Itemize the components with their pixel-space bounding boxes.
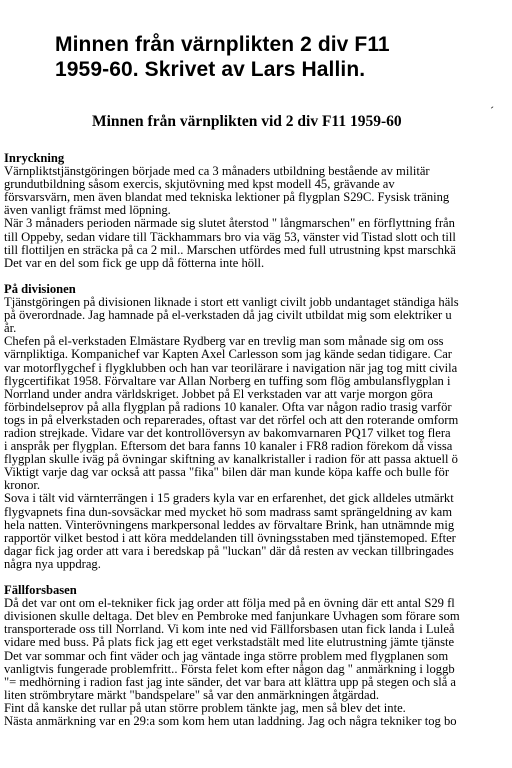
paragraph-line: hela natten. Vinterövningens markpersonal leddes av förvaltare Brink, han utnämnde mig (4, 518, 455, 532)
paragraph-line: till Oppeby, sedan vidare till Täckhammars bro via väg 53, vänster vid Tistad slott och till (4, 230, 456, 244)
paragraph-line: Nästa anmärkning var en 29:a som kom hem utan laddning. Jag och några tekniker tog bo (4, 715, 457, 729)
paragraph-line: försvarsvärn, men även blandat med tekniska lektioner på flygplan S29C. Fysisk träning (4, 191, 450, 205)
paragraph-line: även vanligt främst med löpning. (4, 204, 171, 218)
paragraph-line: radion strejkade. Vidare var det kontrollöversyn av bakomvarnaren PQ17 vilket tog flera (4, 426, 451, 440)
document-body (4, 152, 512, 728)
paragraph-line: Chefen på el-verkstaden Elmästare Rydberg var en trevlig man som månade sig om oss (4, 335, 444, 349)
paragraph-line: Tjänstgöringen på divisionen liknade i stort ett vanligt civilt jobb undantaget ständiga häls (4, 296, 459, 310)
paragraph-line: var motorflygchef i flygklubben och han var teorilärare i navigation när jag tog mitt civila (4, 361, 458, 375)
document-title: Minnen från värnplikten vid 2 div F11 1959-60 (92, 113, 402, 130)
paragraph-line: dagar fick jag order att vara i beredskap på "luckan" där då resten av veckan tillbringades (4, 544, 454, 558)
header-title-line-2: 1959-60. Skrivet av Lars Hallin. (55, 58, 366, 81)
paragraph-line: rapportör vilket bestod i att köra meddelanden till övningsstaben med tjänstemoped. Efter (4, 531, 456, 545)
paragraph-line: Fint då kanske det rullar på utan större problem tänkte jag, men så blev det inte. (4, 701, 406, 715)
paragraph-line: vanligtvis fungerade problemfritt.. Första felet kom efter någon dag " anmärkning i loggb (4, 662, 455, 676)
section-heading: På divisionen (4, 282, 76, 296)
paragraph-line: "= medhörning i radion fast jag inte sänder, det var bara att klättra upp på stegen och slå a (4, 675, 457, 689)
paragraph-line: Sova i tält vid värnterrängen i 15 graders kyla var en erfarenhet, det gick alldeles utmärkt (4, 492, 454, 506)
paragraph-line: grundutbildning såsom exercis, skjutövning med kpst modell 45, grävande av (4, 178, 395, 192)
paragraph-line: flygvapnets fina dun-sovsäckar med mycket hö som madrass samt sprängeldning av kam (4, 505, 453, 519)
paragraph-line: flygcertifikat 1958. Förvaltare var Allan Norberg en tuffing som flög ambulansflygplan i (4, 374, 451, 388)
section-gap (4, 270, 512, 283)
paragraph-line: liten strömbrytare märkt "bandspelare" så var den anmärkningen åtgärdad. (4, 688, 380, 702)
paragraph-line: Viktigt varje dag var också att passa "fika" bilen där man kunde köpa kaffe och bulle för (4, 466, 450, 480)
paragraph-line: några nya uppdrag. (4, 557, 101, 571)
section-heading: Fällforsbasen (4, 584, 77, 598)
paragraph-line: divisionen skulle deltaga. Det blev en Pembroke med fanjunkare Uvhagen som förare som (4, 610, 460, 624)
paragraph-line: Det var en del som fick ge upp då fötterna inte höll. (4, 256, 265, 270)
paragraph-line: transporterade oss till Norrland. Vi kom inte ned vid Fällforsbasen utan fick landa i Luleå (4, 623, 455, 637)
paragraph-line: förbindelseprov på alla flygplan på radions 10 kanaler. Ofta var någon radio trasig varför (4, 400, 452, 414)
page-header (55, 32, 505, 82)
paragraph-line: togs in på elverkstaden och reparerades, oftast var det rörfel och att den roterande omform (4, 413, 459, 427)
paragraph-line: Det var sommar och fint väder och jag väntade inga större problem med flygplanen som (4, 649, 449, 663)
paragraph-line: värnpliktiga. Kompanichef var Kapten Axel Carlesson som jag kände sedan tidigare. Car (4, 348, 452, 362)
paragraph-line: på överordnade. Jag hamnade på el-verkstaden då jag civilt utbildat mig som elektriker u (4, 309, 452, 323)
scanned-document (0, 104, 512, 768)
paragraph-line: år. (4, 322, 17, 336)
section-gap (4, 571, 512, 584)
paragraph-line: till flottiljen en sträcka på ca 2 mil.. Marschen utfördes med full utrustning kpst marschkä (4, 243, 456, 257)
document-title-mark: ´ (490, 104, 494, 118)
paragraph-line: När 3 månaders perioden närmade sig slutet återstod " långmarschen" en förflyttning från (4, 217, 455, 231)
paragraph-line: i anspråk per flygplan. Eftersom det bara fanns 10 kanaler i FR8 radion förekom då vissa (4, 440, 453, 454)
header-title-line-1: Minnen från värnplikten 2 div F11 (55, 33, 390, 56)
paragraph-line: kronor. (4, 479, 41, 493)
section-heading: Inryckning (4, 152, 65, 165)
paragraph-line: Norrland under andra världskriget. Jobbet på El verkstaden var att varje morgon göra (4, 387, 433, 401)
paragraph-line: Då det var ont om el-tekniker fick jag order att följa med på en övning där ett antal S29 fl (4, 597, 455, 611)
paragraph-line: flygplan skulle iväg på övningar skiftning av kanalkristaller i radion för att passa aktuell ö (4, 453, 458, 467)
paragraph-line: Värnpliktstjänstgöringen började med ca 3 månaders utbildning bestående av militär (4, 165, 430, 179)
paragraph-line: vidare med buss. På plats fick jag ett eget verkstadstält med lite elutrustning jämte tjänste (4, 636, 455, 650)
